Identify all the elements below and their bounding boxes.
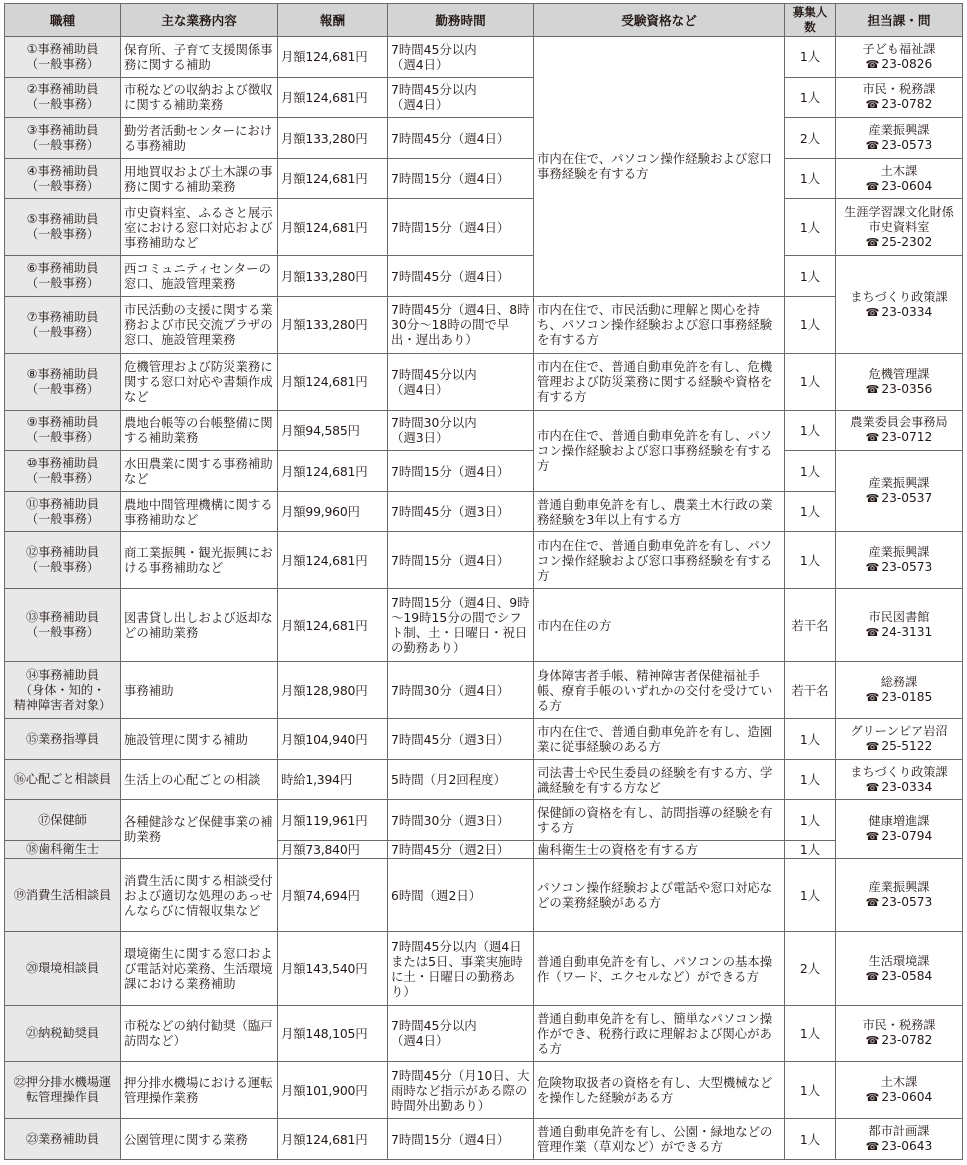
pay-cell: 月額133,280円 [278,256,388,297]
phone-number: 23-0356 [881,381,933,396]
hours-cell: 7時間15分（週4日） [388,1119,534,1160]
telephone-icon: ☎ [865,305,880,319]
table-row [5,37,963,78]
pay-cell: 月額99,960円 [278,491,388,532]
hours-cell: 5時間（月2回程度） [388,759,534,800]
pay-cell: 月額124,681円 [278,532,388,589]
table-row [5,759,963,800]
qualification-cell: 市内在住で、パソコン操作経験および窓口事務経験を有する方 [534,37,785,297]
job-title-cell: ⑨事務補助員 （一般事務） [5,410,121,451]
pay-cell: 月額119,961円 [278,800,388,841]
phone-number: 23-0712 [881,430,933,445]
openings-cell: 1人 [785,77,836,118]
duties-cell: 生活上の心配ごとの相談 [121,759,278,800]
qualification-cell: 市内在住で、普通自動車免許を有し、危機管理および防災業務に関する経験や資格を有する方 [534,353,785,410]
table-row [5,662,963,719]
duties-cell: 危機管理および防災業務に関する窓口対応や書類作成など [121,353,278,410]
department-cell: 産業振興課 ☎ 23-0573 [836,859,963,932]
duties-cell: 公園管理に関する業務 [121,1119,278,1160]
job-title-cell: ⑬事務補助員 （一般事務） [5,589,121,662]
pay-cell: 月額104,940円 [278,719,388,760]
header-department: 担当課・問 [836,4,963,37]
openings-cell: 1人 [785,451,836,492]
openings-cell: 1人 [785,841,836,859]
job-title-cell: ⑭事務補助員 （身体・知的・ 精神障害者対象） [5,662,121,719]
job-title-cell: ⑲消費生活相談員 [5,859,121,932]
openings-cell: 1人 [785,532,836,589]
telephone-icon: ☎ [865,235,880,249]
table-row [5,1062,963,1119]
duties-cell: 西コミュニティセンターの窓口、施設管理業務 [121,256,278,297]
duties-cell: 勤労者活動センターにおける事務補助 [121,118,278,159]
duties-cell: 水田農業に関する事務補助など [121,451,278,492]
duties-cell: 市税などの納付勧奨（臨戸訪問など） [121,1005,278,1062]
telephone-icon: ☎ [865,1140,880,1154]
hours-cell: 7時間45分以内 （週4日） [388,37,534,78]
duties-cell: 消費生活に関する相談受付および適切な処理のあっせんならびに情報収集など [121,859,278,932]
header-pay: 報酬 [278,4,388,37]
table-row [5,451,963,492]
department-cell: 危機管理課 ☎ 23-0356 [836,353,963,410]
department-cell: まちづくり政策課 ☎ 23-0334 [836,256,963,353]
job-title-cell: ㉒押分排水機場運 転管理操作員 [5,1062,121,1119]
telephone-icon: ☎ [865,431,880,445]
department-cell: 土木課 ☎ 23-0604 [836,158,963,199]
table-row [5,932,963,1005]
phone-number: 23-0826 [881,56,933,71]
pay-cell: 月額73,840円 [278,841,388,859]
openings-cell: 若干名 [785,662,836,719]
phone-number: 23-0643 [881,1139,933,1154]
telephone-icon: ☎ [865,626,880,640]
table-row [5,859,963,932]
table-row [5,77,963,118]
department-cell: 産業振興課 ☎ 23-0573 [836,532,963,589]
job-title-cell: ⑫事務補助員 （一般事務） [5,532,121,589]
phone-number: 23-0604 [881,178,933,193]
phone-number: 23-0573 [881,560,933,575]
phone-number: 23-0185 [881,690,933,705]
job-title-cell: ⑥事務補助員 （一般事務） [5,256,121,297]
qualification-cell: 司法書士や民生委員の経験を有する方、学識経験を有する方など [534,759,785,800]
openings-cell: 1人 [785,759,836,800]
openings-cell: 1人 [785,800,836,841]
department-cell: 総務課 ☎ 23-0185 [836,662,963,719]
openings-cell: 1人 [785,719,836,760]
pay-cell: 月額124,681円 [278,589,388,662]
hours-cell: 7時間45分以内 （週4日） [388,1005,534,1062]
qualification-cell: 歯科衛生士の資格を有する方 [534,841,785,859]
hours-cell: 7時間45分（週4日） [388,118,534,159]
department-cell: 農業委員会事務局 ☎ 23-0712 [836,410,963,451]
job-title-cell: ㉑納税勧奨員 [5,1005,121,1062]
job-title-cell: ⑪事務補助員 （一般事務） [5,491,121,532]
hours-cell: 6時間（週2日） [388,859,534,932]
hours-cell: 7時間15分（週4日） [388,158,534,199]
duties-cell: 市史資料室、ふるさと展示室における窓口対応および事務補助など [121,199,278,256]
phone-number: 23-0573 [881,138,933,153]
hours-cell: 7時間45分以内（週4日または5日、事業実施時に土・日曜日の勤務あり） [388,932,534,1005]
pay-cell: 月額101,900円 [278,1062,388,1119]
qualification-cell: 市内在住の方 [534,589,785,662]
pay-cell: 月額143,540円 [278,932,388,1005]
qualification-cell: 市内在住で、市民活動に理解と関心を持ち、パソコン操作経験および窓口事務経験を有する方 [534,296,785,353]
hours-cell: 7時間45分（週2日） [388,841,534,859]
hours-cell: 7時間45分（週3日） [388,719,534,760]
openings-cell: 1人 [785,491,836,532]
header-job: 職種 [5,4,121,37]
job-title-cell: ⑧事務補助員 （一般事務） [5,353,121,410]
duties-cell: 商工業振興・観光振興における事務補助など [121,532,278,589]
pay-cell: 月額124,681円 [278,1119,388,1160]
openings-cell: 1人 [785,37,836,78]
phone-number: 25-5122 [881,739,933,754]
table-row [5,719,963,760]
duties-cell: 市税などの収納および徴収に関する補助業務 [121,77,278,118]
pay-cell: 月額124,681円 [278,77,388,118]
telephone-icon: ☎ [865,561,880,575]
phone-number: 23-0334 [881,304,933,319]
hours-cell: 7時間15分（週4日） [388,451,534,492]
qualification-cell: 市内在住で、普通自動車免許を有し、パソコン操作経験および窓口事務経験を有する方 [534,532,785,589]
department-cell: グリーンピア岩沼 ☎ 25-5122 [836,719,963,760]
duties-cell: 図書貸し出しおよび返却などの補助業務 [121,589,278,662]
qualification-cell: 市内在住で、普通自動車免許を有し、造園業に従事経験のある方 [534,719,785,760]
job-title-cell: ㉓業務補助員 [5,1119,121,1160]
pay-cell: 月額94,585円 [278,410,388,451]
telephone-icon: ☎ [865,57,880,71]
telephone-icon: ☎ [865,139,880,153]
qualification-cell: 身体障害者手帳、精神障害者保健福祉手帳、療育手帳のいずれかの交付を受けている方 [534,662,785,719]
header-duties: 主な業務内容 [121,4,278,37]
table-row [5,491,963,532]
duties-cell: 農地中間管理機構に関する事務補助など [121,491,278,532]
openings-cell: 若干名 [785,589,836,662]
table-row [5,1119,963,1160]
department-cell: 健康増進課 ☎ 23-0794 [836,800,963,859]
openings-cell: 1人 [785,199,836,256]
qualification-cell: 普通自動車免許を有し、農業土木行政の業務経験を3年以上有する方 [534,491,785,532]
telephone-icon: ☎ [865,780,880,794]
job-title-cell: ⑱歯科衛生士 [5,841,121,859]
header-openings: 募集人数 [785,4,836,37]
pay-cell: 月額128,980円 [278,662,388,719]
hours-cell: 7時間15分（週4日） [388,199,534,256]
duties-cell: 農地台帳等の台帳整備に関する補助業務 [121,410,278,451]
pay-cell: 月額74,694円 [278,859,388,932]
job-title-cell: ⑳環境相談員 [5,932,121,1005]
duties-cell: 施設管理に関する補助 [121,719,278,760]
hours-cell: 7時間30分（週3日） [388,800,534,841]
recruitment-table [4,3,963,1160]
department-cell: 市民図書館 ☎ 24-3131 [836,589,963,662]
phone-number: 23-0584 [881,968,933,983]
table-row [5,1005,963,1062]
hours-cell: 7時間30分以内 （週3日） [388,410,534,451]
openings-cell: 1人 [785,859,836,932]
department-cell: 都市計画課 ☎ 23-0643 [836,1119,963,1160]
pay-cell: 時給1,394円 [278,759,388,800]
openings-cell: 1人 [785,256,836,297]
openings-cell: 2人 [785,932,836,1005]
pay-cell: 月額148,105円 [278,1005,388,1062]
phone-number: 23-0782 [881,97,933,112]
duties-cell: 市民活動の支援に関する業務および市民交流プラザの窓口、施設管理業務 [121,296,278,353]
job-title-cell: ⑮業務指導員 [5,719,121,760]
table-row [5,199,963,256]
department-cell: 子ども福祉課 ☎ 23-0826 [836,37,963,78]
phone-number: 23-0604 [881,1090,933,1105]
duties-cell: 押分排水機場における運転管理操作業務 [121,1062,278,1119]
header-qualification: 受験資格など [534,4,785,37]
openings-cell: 1人 [785,1062,836,1119]
hours-cell: 7時間45分（週3日） [388,491,534,532]
phone-number: 23-0794 [881,829,933,844]
duties-cell: 保育所、子育て支援関係事務に関する補助 [121,37,278,78]
openings-cell: 1人 [785,410,836,451]
openings-cell: 1人 [785,1005,836,1062]
telephone-icon: ☎ [865,492,880,506]
job-title-cell: ①事務補助員 （一般事務） [5,37,121,78]
job-title-cell: ⑰保健師 [5,800,121,841]
duties-cell: 用地買収および土木課の事務に関する補助業務 [121,158,278,199]
job-title-cell: ④事務補助員 （一般事務） [5,158,121,199]
table-row [5,589,963,662]
department-cell: 市民・税務課 ☎ 23-0782 [836,77,963,118]
qualification-cell: 普通自動車免許を有し、公園・緑地などの管理作業（草刈など）ができる方 [534,1119,785,1160]
duties-cell: 各種健診など保健事業の補助業務 [121,800,278,859]
table-row [5,158,963,199]
pay-cell: 月額133,280円 [278,296,388,353]
job-title-cell: ②事務補助員 （一般事務） [5,77,121,118]
table-row [5,800,963,841]
header-hours: 勤務時間 [388,4,534,37]
pay-cell: 月額133,280円 [278,118,388,159]
qualification-cell: 普通自動車免許を有し、簡単なパソコン操作ができ、税務行政に理解および関心がある方 [534,1005,785,1062]
table-row [5,353,963,410]
telephone-icon: ☎ [865,969,880,983]
telephone-icon: ☎ [865,830,880,844]
telephone-icon: ☎ [865,382,880,396]
phone-number: 23-0782 [881,1033,933,1048]
duties-cell: 環境衛生に関する窓口および電話対応業務、生活環境課における業務補助 [121,932,278,1005]
header-row [5,4,963,37]
pay-cell: 月額124,681円 [278,199,388,256]
department-cell: 生活環境課 ☎ 23-0584 [836,932,963,1005]
phone-number: 25-2302 [881,234,933,249]
pay-cell: 月額124,681円 [278,353,388,410]
qualification-cell: 市内在住で、普通自動車免許を有し、パソコン操作経験および窓口事務経験を有する方 [534,410,785,491]
job-title-cell: ⑯心配ごと相談員 [5,759,121,800]
telephone-icon: ☎ [865,691,880,705]
department-cell: 産業振興課 ☎ 23-0537 [836,451,963,532]
telephone-icon: ☎ [865,98,880,112]
hours-cell: 7時間15分（週4日、9時～19時15分の間でシフト制、土・日曜日・祝日の勤務あり） [388,589,534,662]
hours-cell: 7時間30分（週4日） [388,662,534,719]
table-row [5,410,963,451]
openings-cell: 1人 [785,353,836,410]
pay-cell: 月額124,681円 [278,451,388,492]
phone-number: 23-0537 [881,491,933,506]
qualification-cell: 保健師の資格を有し、訪問指導の経験を有する方 [534,800,785,841]
department-cell: まちづくり政策課 ☎ 23-0334 [836,759,963,800]
pay-cell: 月額124,681円 [278,158,388,199]
openings-cell: 1人 [785,158,836,199]
telephone-icon: ☎ [865,896,880,910]
job-title-cell: ⑤事務補助員 （一般事務） [5,199,121,256]
phone-number: 23-0573 [881,895,933,910]
telephone-icon: ☎ [865,179,880,193]
department-cell: 市民・税務課 ☎ 23-0782 [836,1005,963,1062]
openings-cell: 2人 [785,118,836,159]
department-cell: 土木課 ☎ 23-0604 [836,1062,963,1119]
table-row [5,256,963,297]
hours-cell: 7時間45分（週4日） [388,256,534,297]
job-title-cell: ⑦事務補助員 （一般事務） [5,296,121,353]
duties-cell: 事務補助 [121,662,278,719]
telephone-icon: ☎ [865,1091,880,1105]
job-title-cell: ⑩事務補助員 （一般事務） [5,451,121,492]
qualification-cell: 危険物取扱者の資格を有し、大型機械などを操作した経験がある方 [534,1062,785,1119]
telephone-icon: ☎ [865,740,880,754]
hours-cell: 7時間15分（週4日） [388,532,534,589]
telephone-icon: ☎ [865,1034,880,1048]
phone-number: 23-0334 [881,779,933,794]
openings-cell: 1人 [785,296,836,353]
table-row [5,296,963,353]
pay-cell: 月額124,681円 [278,37,388,78]
qualification-cell: パソコン操作経験および電話や窓口対応などの業務経験がある方 [534,859,785,932]
department-cell: 産業振興課 ☎ 23-0573 [836,118,963,159]
hours-cell: 7時間45分（週4日、8時30分～18時の間で早出・遅出あり） [388,296,534,353]
department-cell: 生涯学習課文化財係 市史資料室 ☎ 25-2302 [836,199,963,256]
hours-cell: 7時間45分以内 （週4日） [388,77,534,118]
phone-number: 24-3131 [881,625,933,640]
qualification-cell: 普通自動車免許を有し、パソコンの基本操作（ワード、エクセルなど）ができる方 [534,932,785,1005]
table-row [5,532,963,589]
hours-cell: 7時間45分以内 （週4日） [388,353,534,410]
job-title-cell: ③事務補助員 （一般事務） [5,118,121,159]
hours-cell: 7時間45分（月10日、大雨時など指示がある際の時間外出勤あり） [388,1062,534,1119]
openings-cell: 1人 [785,1119,836,1160]
table-row [5,118,963,159]
